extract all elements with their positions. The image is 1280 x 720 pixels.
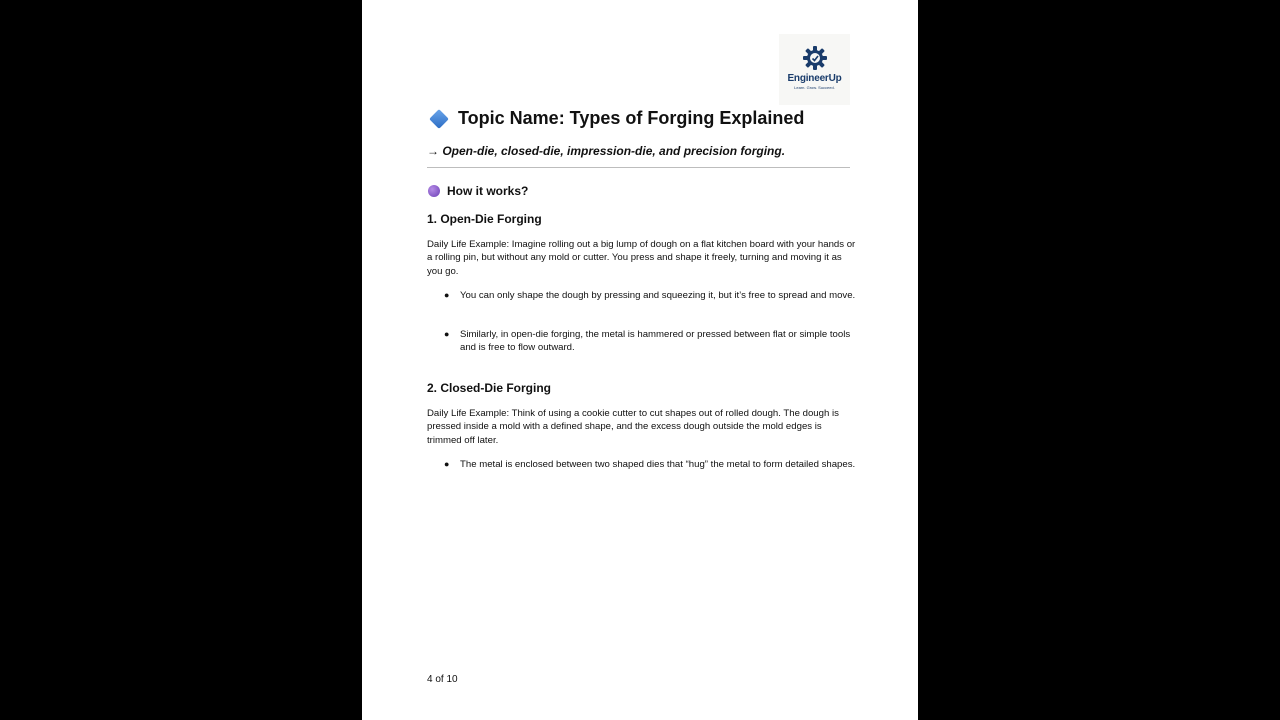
document-page bbox=[362, 0, 918, 720]
bullet-item bbox=[444, 458, 856, 471]
section-heading: 2. Closed-Die Forging bbox=[427, 381, 552, 395]
blue-diamond-icon bbox=[429, 109, 449, 129]
bullet-item bbox=[444, 289, 856, 302]
page-subtitle: → Open-die, closed-die, impression-die, and precision forging. bbox=[427, 144, 786, 158]
page-title: Topic Name: Types of Forging Explained bbox=[458, 108, 805, 128]
title-row bbox=[429, 108, 804, 129]
bullet-dot: ● bbox=[444, 329, 450, 339]
bullet-item bbox=[444, 328, 856, 355]
section-paragraph: Daily Life Example: Imagine rolling out a big lump of dough on a flat kitchen board with your hands or a rolling pin, but without any mold or cutter. You press and shape it freely, turning and moving it as you go. bbox=[427, 239, 856, 277]
how-it-works-heading bbox=[428, 184, 528, 198]
bullet-dot: ● bbox=[444, 459, 450, 469]
section-heading: 1. Open-Die Forging bbox=[427, 212, 542, 226]
section-paragraph: Daily Life Example: Think of using a cookie cutter to cut shapes out of rolled dough. The dough is pressed inside a mold with a defined shape, and the excess dough outside the mold edges is trimmed off later. bbox=[427, 408, 839, 446]
logo-tagline: Learn. Grow. Succeed. bbox=[794, 85, 835, 90]
purple-circle-icon bbox=[428, 185, 440, 197]
engineerup-logo bbox=[779, 34, 850, 105]
bullet-dot: ● bbox=[444, 290, 450, 300]
horizontal-divider bbox=[427, 167, 850, 168]
logo-brand: EngineerUp bbox=[787, 73, 842, 84]
bullet-text: The metal is enclosed between two shaped dies that “hug” the metal to form detailed shapes. bbox=[460, 459, 856, 470]
page-number: 4 of 10 bbox=[427, 674, 458, 685]
bullet-text: Similarly, in open-die forging, the metal is hammered or pressed between flat or simple tools and is free to flow outward. bbox=[460, 329, 851, 354]
how-it-works-label: How it works? bbox=[447, 184, 529, 198]
bullet-text: You can only shape the dough by pressing and squeezing it, but it’s free to spread and move. bbox=[460, 290, 856, 301]
gear-icon bbox=[802, 45, 828, 71]
